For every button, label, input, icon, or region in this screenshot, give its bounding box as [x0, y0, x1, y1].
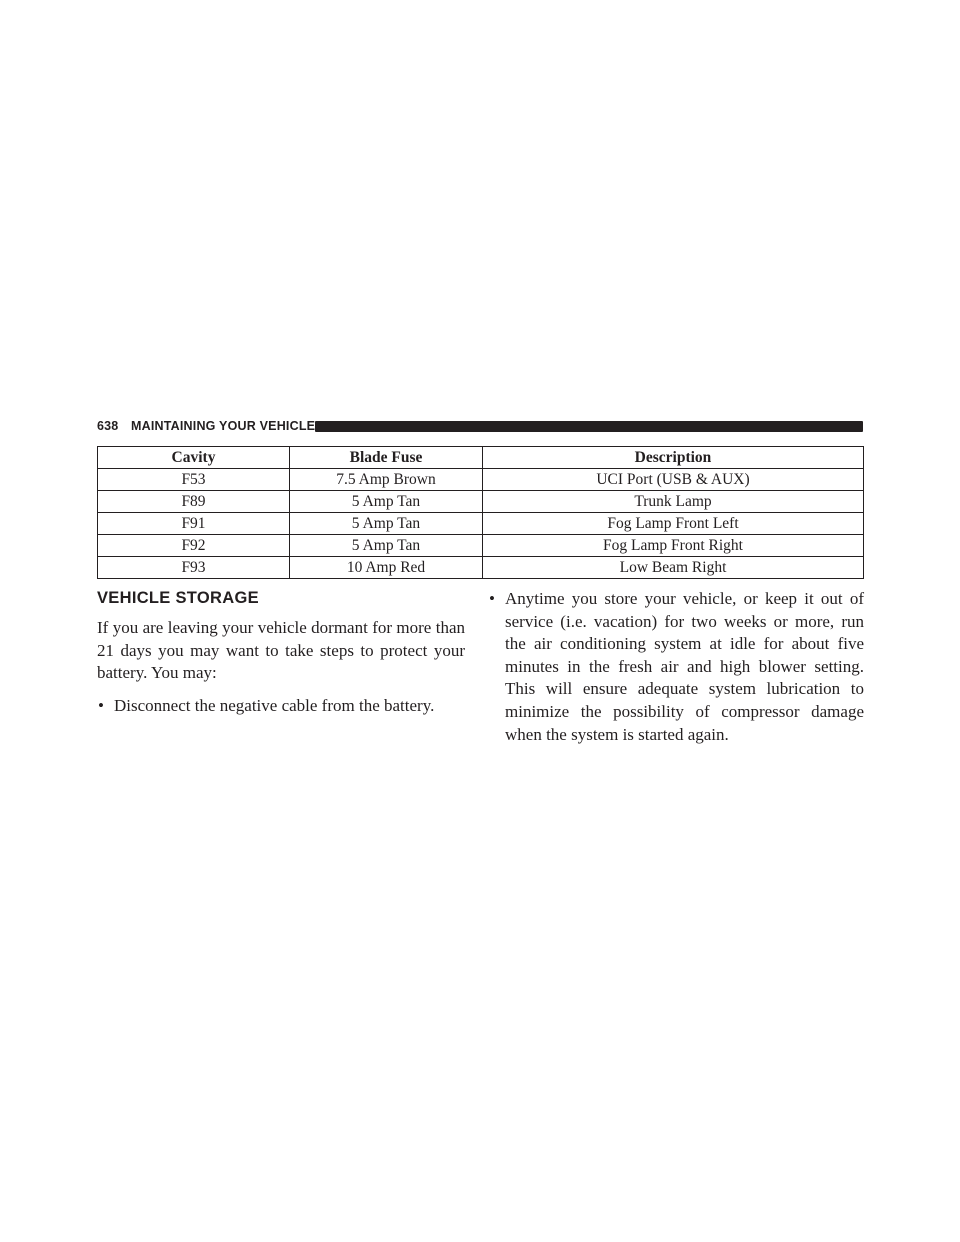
column-header-blade-fuse: Blade Fuse: [290, 447, 483, 469]
page-header: [97, 418, 863, 436]
vehicle-storage-heading: VEHICLE STORAGE: [97, 589, 259, 607]
storage-intro-paragraph: If you are leaving your vehicle dormant for more than 21 days you may want to take steps to protect your battery. You may:: [97, 618, 465, 683]
cavity-cell: F92: [98, 535, 290, 557]
blade-fuse-cell: 5 Amp Tan: [290, 535, 483, 557]
right-column: [488, 588, 864, 746]
description-cell: Trunk Lamp: [483, 491, 864, 513]
description-cell: UCI Port (USB & AUX): [483, 469, 864, 491]
description-cell: Fog Lamp Front Right: [483, 535, 864, 557]
table-row: [98, 469, 864, 491]
left-column: [97, 588, 465, 717]
list-item: [488, 588, 864, 746]
description-cell: Low Beam Right: [483, 557, 864, 579]
blade-fuse-cell: 5 Amp Tan: [290, 491, 483, 513]
description-cell: Fog Lamp Front Left: [483, 513, 864, 535]
cavity-cell: F89: [98, 491, 290, 513]
header-rule: [315, 421, 863, 432]
table-header-row: [98, 447, 864, 469]
bullet-text: Anytime you store your vehicle, or keep it out of service (i.e. vacation) for two weeks or more, run the air conditioning system at idle for about five minutes in the fresh air and high blower setting. This will ensure adequate system lubrication to minimize the possibility of compressor damage when the system is started again.: [505, 589, 864, 744]
page-number: 638: [97, 419, 119, 433]
blade-fuse-cell: 10 Amp Red: [290, 557, 483, 579]
fuse-table: [97, 446, 864, 579]
bullet-text: Disconnect the negative cable from the battery.: [114, 695, 435, 715]
bullet-icon: •: [489, 589, 495, 608]
column-header-cavity: Cavity: [98, 447, 290, 469]
table-row: [98, 535, 864, 557]
column-header-description: Description: [483, 447, 864, 469]
table-row: [98, 557, 864, 579]
cavity-cell: F91: [98, 513, 290, 535]
cavity-cell: F53: [98, 469, 290, 491]
table-row: [98, 491, 864, 513]
table-row: [98, 513, 864, 535]
cavity-cell: F93: [98, 557, 290, 579]
blade-fuse-cell: 7.5 Amp Brown: [290, 469, 483, 491]
bullet-icon: •: [98, 695, 104, 715]
blade-fuse-cell: 5 Amp Tan: [290, 513, 483, 535]
list-item: [97, 695, 465, 718]
section-title: MAINTAINING YOUR VEHICLE: [131, 419, 316, 433]
